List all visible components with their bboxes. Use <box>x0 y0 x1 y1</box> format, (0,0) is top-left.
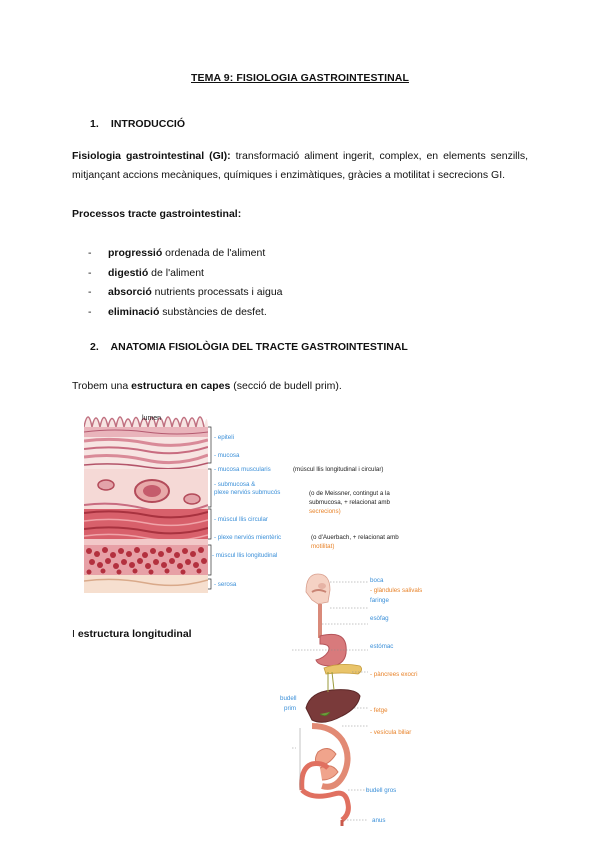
intestine-layers-figure <box>84 405 454 595</box>
tissue-illustration <box>84 405 208 593</box>
label-muscul-circular: - múscul llis circular <box>214 516 268 523</box>
label-muscul-longitudinal: - múscul llis longitudinal <box>212 552 278 559</box>
longitudinal-label: I estructura longitudinal <box>72 628 192 640</box>
label-anus: anus <box>372 817 386 824</box>
label-submucosa: - submucosa & <box>214 481 256 488</box>
head-illustration <box>306 574 330 604</box>
section-number: 1. <box>90 118 99 130</box>
label-meissner: (o de Meissner, contingut a la <box>309 490 390 497</box>
label-mucosa: - mucosa <box>214 452 240 459</box>
gi-tract-figure <box>272 568 462 832</box>
processes-list <box>88 244 283 322</box>
pancreas-illustration <box>324 664 362 674</box>
label-fetge: - fetge <box>370 707 388 714</box>
page-title: TEMA 9: FISIOLOGIA GASTROINTESTINAL <box>191 72 409 84</box>
section-title: INTRODUCCIÓ <box>110 118 186 130</box>
label-boca: boca <box>370 577 384 584</box>
label-plexe-mienteric: - plexe nerviós mientèric <box>214 534 282 541</box>
intro-definition: transformació aliment ingerit, complex, en elements senzills, mitjançant accions mecàniques, químiques i enzimàtiques, gràcies a motilitat i secrecions GI. <box>72 150 529 181</box>
label-pancrees-exocri: - pàncrees exocri <box>370 671 418 678</box>
label-meissner-3: secrecions) <box>309 508 341 515</box>
lumen-label: lumen <box>142 415 162 422</box>
section-title: ANATOMIA FISIOLÒGIA DEL TRACTE GASTROINTESTINAL <box>110 341 408 353</box>
processes-heading: Processos tracte gastrointestinal: <box>72 208 242 220</box>
list-item: - digestió de l'aliment <box>88 266 204 279</box>
label-budell-prim-1: budell <box>280 695 297 702</box>
intro-term: Fisiologia gastrointestinal (GI): <box>72 150 231 162</box>
label-epiteli: - epiteli <box>214 434 234 441</box>
layer-brackets <box>208 427 211 589</box>
intro-paragraph <box>72 147 528 185</box>
label-estomac: estómac <box>370 643 394 650</box>
label-mucosa-muscularis: - mucosa muscularis <box>214 466 271 473</box>
section-number: 2. <box>90 341 99 353</box>
list-item: - eliminació substàncies de desfet. <box>88 305 267 318</box>
label-budell-prim-2: prim <box>284 705 297 712</box>
label-mucosa-muscularis-note: (múscul llis longitudinal i circular) <box>293 466 384 473</box>
label-meissner-2: submucosa, + relacionat amb <box>309 499 390 506</box>
label-vesicula-biliar: - vesícula biliar <box>370 729 412 736</box>
list-item: - progressió ordenada de l'aliment <box>88 247 266 259</box>
liver-illustration <box>306 690 360 723</box>
label-faringe: faringe <box>370 597 389 604</box>
list-item: - absorció nutrients processats i aigua <box>88 286 283 298</box>
section-heading-anatomia <box>90 341 408 353</box>
label-esofag: esòfag <box>370 615 389 622</box>
label-glandules-salivals: - glàndules salivals <box>370 587 423 594</box>
label-auerbach: (o d'Auerbach, + relacionat amb <box>311 534 399 541</box>
layers-intro: Trobem una estructura en capes (secció de budell prim). <box>72 380 342 392</box>
label-auerbach-2: motilitat) <box>311 543 335 550</box>
label-serosa: - serosa <box>214 581 237 588</box>
label-budell-gros: budell gros <box>366 787 397 794</box>
label-plexe-submucos: plexe nerviós submucós <box>214 489 281 496</box>
section-heading-introduccio <box>90 118 185 130</box>
